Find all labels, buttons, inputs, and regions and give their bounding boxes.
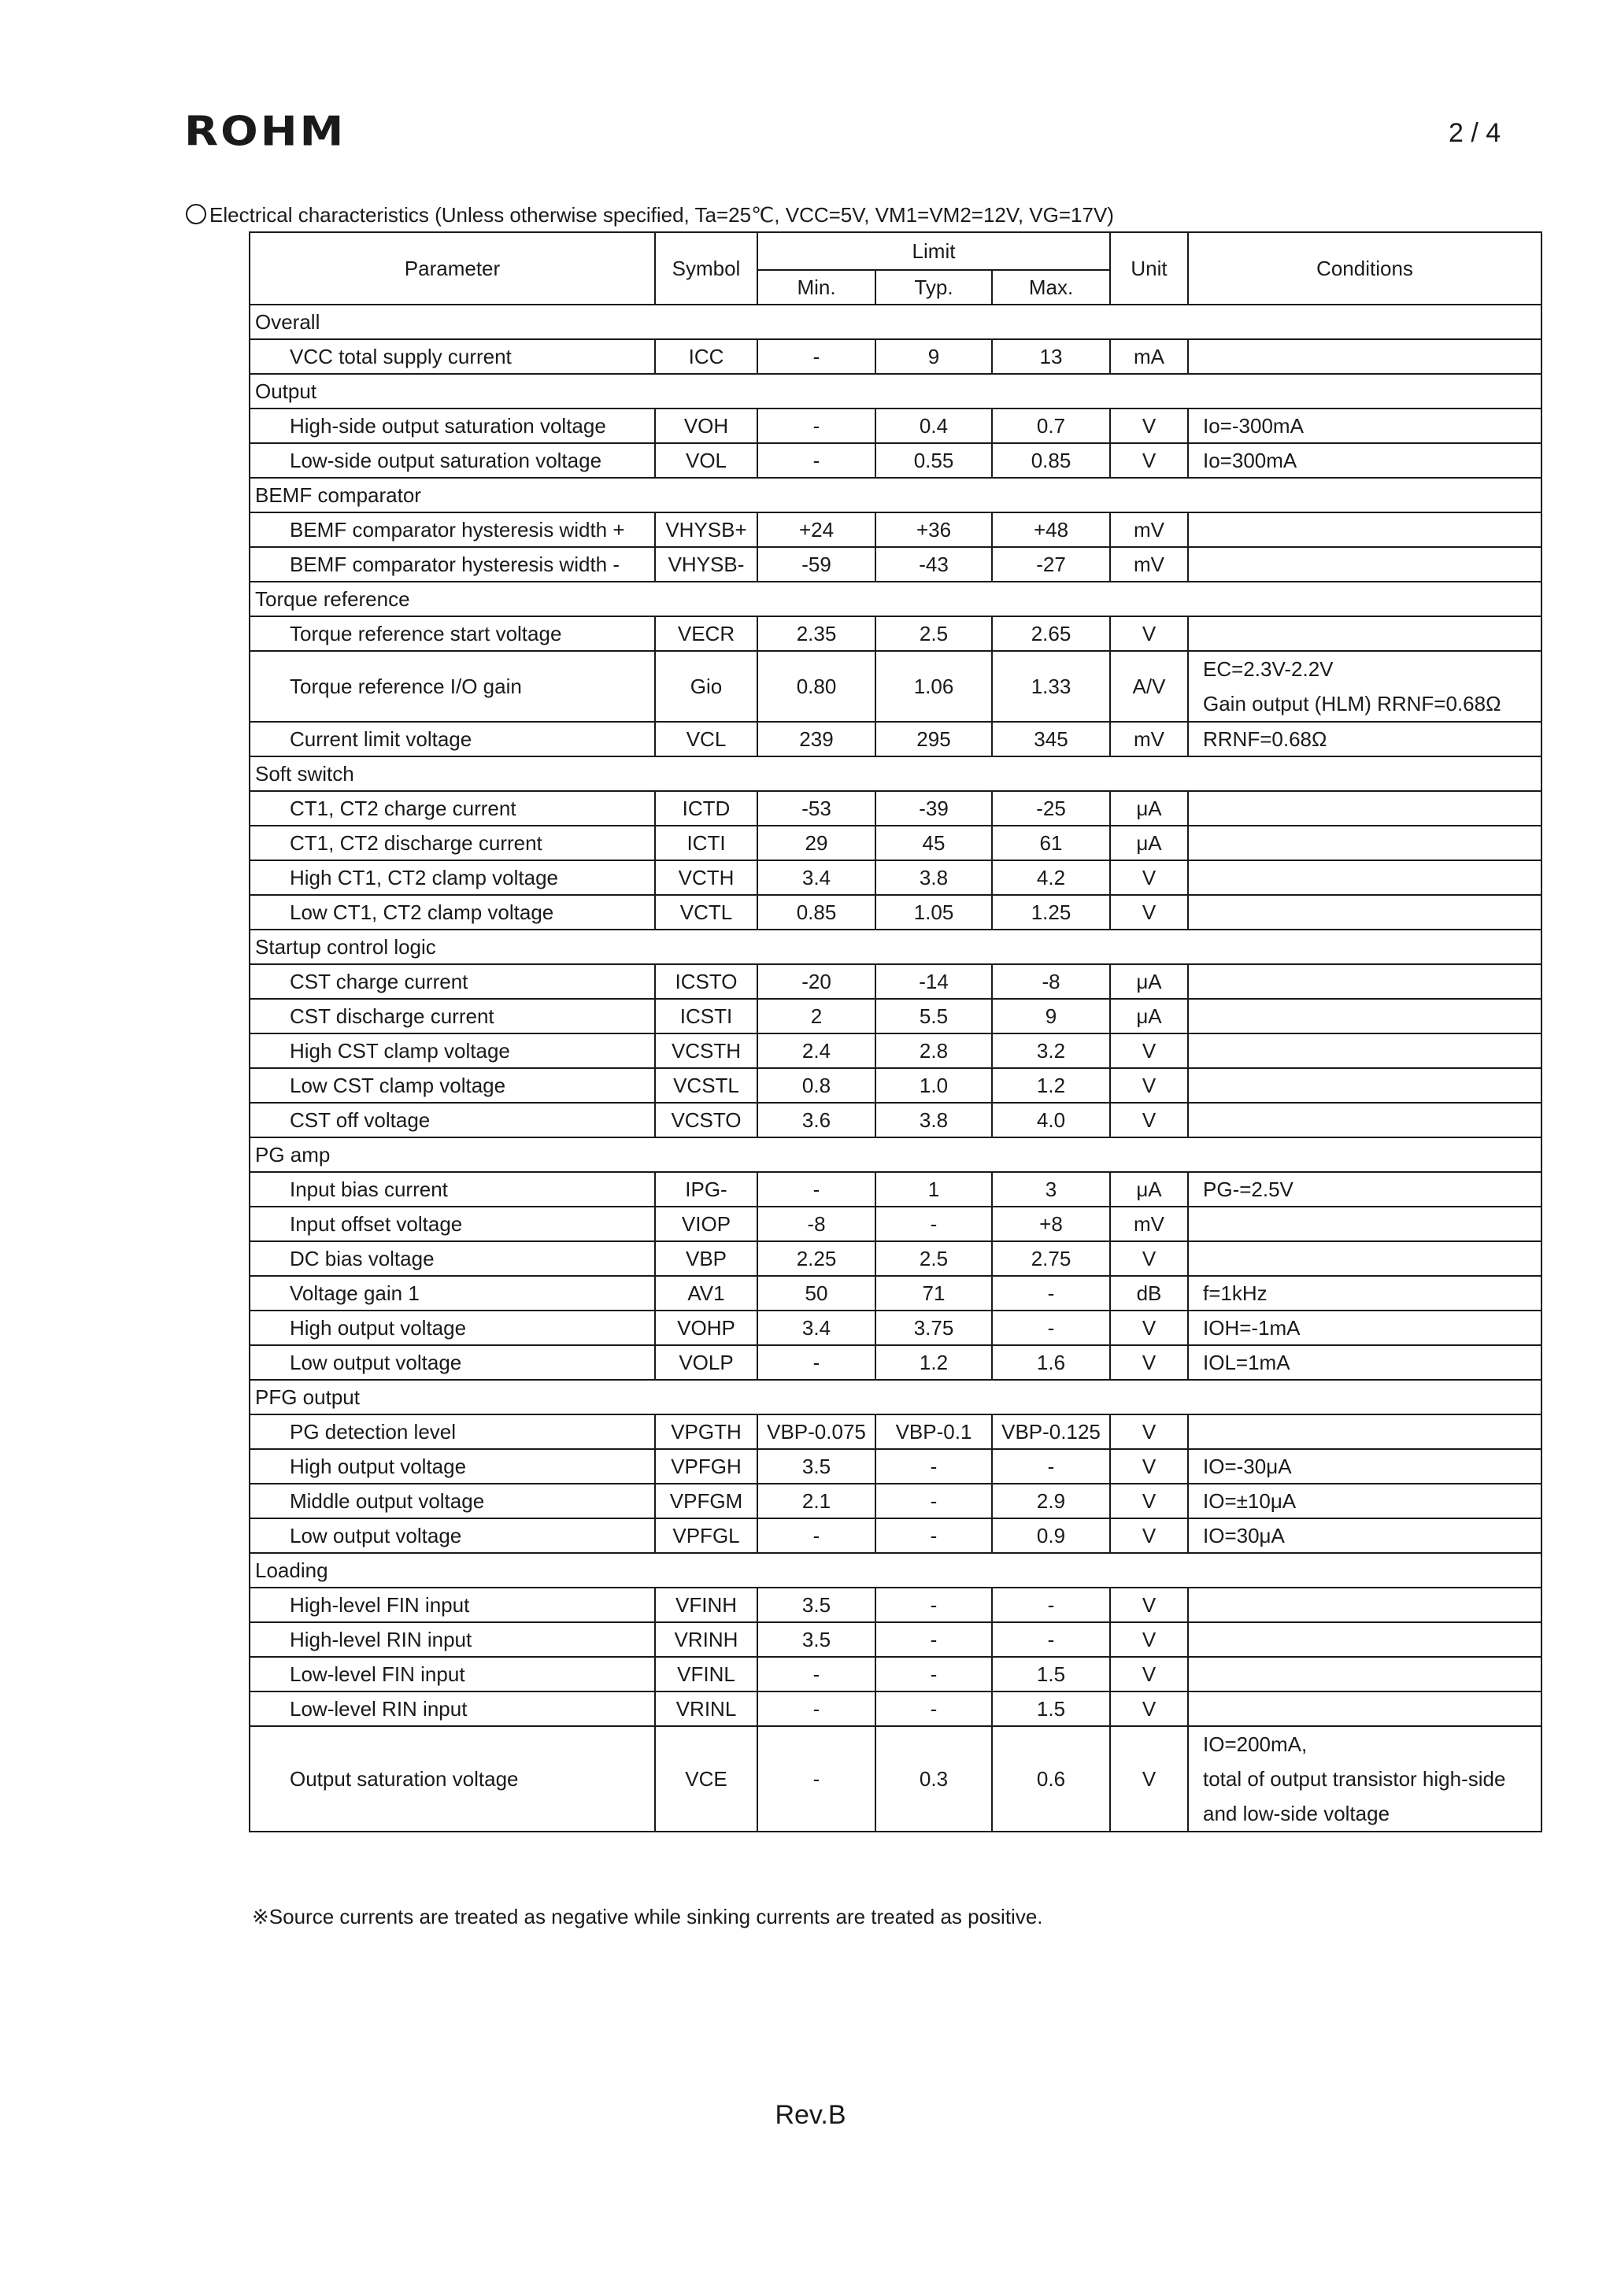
section-row: [250, 1380, 1541, 1414]
table-row: [250, 1311, 1541, 1345]
max-cell: +48: [992, 512, 1110, 547]
conditions-cell: IO=-30μA: [1188, 1449, 1541, 1484]
unit-cell: V: [1110, 1345, 1188, 1380]
min-cell: 3.4: [757, 860, 875, 895]
table-row: [250, 722, 1541, 756]
conditions-cell: [1188, 895, 1541, 930]
param-cell: Current limit voltage: [250, 722, 655, 756]
typ-cell: 3.75: [875, 1311, 992, 1345]
symbol-cell: VFINL: [655, 1657, 757, 1691]
param-cell: High output voltage: [250, 1311, 655, 1345]
table-row: [250, 409, 1541, 443]
unit-cell: V: [1110, 1588, 1188, 1622]
table-row: [250, 1449, 1541, 1484]
typ-cell: -: [875, 1207, 992, 1241]
param-cell: Input bias current: [250, 1172, 655, 1207]
symbol-cell: VPFGH: [655, 1449, 757, 1484]
param-cell: BEMF comparator hysteresis width +: [250, 512, 655, 547]
symbol-cell: VCE: [655, 1726, 757, 1832]
param-cell: Middle output voltage: [250, 1484, 655, 1518]
unit-cell: V: [1110, 1241, 1188, 1276]
max-cell: 13: [992, 339, 1110, 374]
conditions-cell: [1188, 339, 1541, 374]
param-cell: Input offset voltage: [250, 1207, 655, 1241]
condition-line: and low-side voltage: [1203, 1802, 1390, 1825]
param-cell: High CT1, CT2 clamp voltage: [250, 860, 655, 895]
param-cell: Voltage gain 1: [250, 1276, 655, 1311]
conditions-cell: [1188, 826, 1541, 860]
min-cell: -53: [757, 791, 875, 826]
unit-cell: V: [1110, 409, 1188, 443]
symbol-cell: VCL: [655, 722, 757, 756]
col-header-typ: Typ.: [875, 270, 992, 305]
conditions-cell: [1188, 1657, 1541, 1691]
max-cell: 61: [992, 826, 1110, 860]
param-cell: High-side output saturation voltage: [250, 409, 655, 443]
typ-cell: 295: [875, 722, 992, 756]
table-row: [250, 1068, 1541, 1103]
col-header-limit: Limit: [757, 232, 1110, 270]
col-header-min: Min.: [757, 270, 875, 305]
symbol-cell: VBP: [655, 1241, 757, 1276]
typ-cell: 45: [875, 826, 992, 860]
section-row: [250, 1553, 1541, 1588]
unit-cell: V: [1110, 1726, 1188, 1832]
symbol-cell: ICTD: [655, 791, 757, 826]
condition-line: Gain output (HLM) RRNF=0.68Ω: [1203, 692, 1501, 715]
symbol-cell: ICSTO: [655, 964, 757, 999]
table-row: [250, 1691, 1541, 1726]
col-header-unit: Unit: [1110, 232, 1188, 305]
max-cell: 1.6: [992, 1345, 1110, 1380]
conditions-cell: IOH=-1mA: [1188, 1311, 1541, 1345]
symbol-cell: ICC: [655, 339, 757, 374]
symbol-cell: VCTL: [655, 895, 757, 930]
param-cell: Low-side output saturation voltage: [250, 443, 655, 478]
symbol-cell: VRINH: [655, 1622, 757, 1657]
symbol-cell: VIOP: [655, 1207, 757, 1241]
unit-cell: V: [1110, 1103, 1188, 1137]
min-cell: -: [757, 409, 875, 443]
symbol-cell: VOHP: [655, 1311, 757, 1345]
symbol-cell: VPFGM: [655, 1484, 757, 1518]
typ-cell: VBP-0.1: [875, 1414, 992, 1449]
min-cell: -: [757, 1172, 875, 1207]
unit-cell: V: [1110, 1414, 1188, 1449]
max-cell: 0.9: [992, 1518, 1110, 1553]
min-cell: -: [757, 443, 875, 478]
section-title: Output: [250, 374, 1541, 409]
table-row: [250, 1241, 1541, 1276]
unit-cell: V: [1110, 1311, 1188, 1345]
max-cell: 9: [992, 999, 1110, 1033]
max-cell: -: [992, 1588, 1110, 1622]
table-row: [250, 791, 1541, 826]
typ-cell: 3.8: [875, 860, 992, 895]
min-cell: -: [757, 1345, 875, 1380]
min-cell: 2.4: [757, 1033, 875, 1068]
unit-cell: V: [1110, 1033, 1188, 1068]
conditions-cell: [1188, 860, 1541, 895]
typ-cell: 1.2: [875, 1345, 992, 1380]
heading-text: Electrical characteristics (Unless otherwise specified, Ta=25℃, VCC=5V, VM1=VM2=12V, VG=17V): [209, 203, 1114, 227]
table-row: [250, 616, 1541, 651]
conditions-cell: [1188, 1622, 1541, 1657]
param-cell: PG detection level: [250, 1414, 655, 1449]
unit-cell: mV: [1110, 512, 1188, 547]
unit-cell: V: [1110, 860, 1188, 895]
max-cell: -: [992, 1449, 1110, 1484]
unit-cell: V: [1110, 1657, 1188, 1691]
typ-cell: 1.0: [875, 1068, 992, 1103]
conditions-cell: [1188, 1103, 1541, 1137]
typ-cell: 1.06: [875, 651, 992, 722]
max-cell: 3: [992, 1172, 1110, 1207]
symbol-cell: VCSTH: [655, 1033, 757, 1068]
param-cell: High-level RIN input: [250, 1622, 655, 1657]
table-row: [250, 1484, 1541, 1518]
typ-cell: -: [875, 1518, 992, 1553]
conditions-cell: [1188, 1691, 1541, 1726]
conditions-cell: [1188, 1207, 1541, 1241]
symbol-cell: VHYSB-: [655, 547, 757, 582]
max-cell: 1.5: [992, 1657, 1110, 1691]
table-row: [250, 1622, 1541, 1657]
max-cell: 2.65: [992, 616, 1110, 651]
max-cell: 4.0: [992, 1103, 1110, 1137]
conditions-cell: [1188, 547, 1541, 582]
conditions-cell: IO=30μA: [1188, 1518, 1541, 1553]
section-title: PFG output: [250, 1380, 1541, 1414]
symbol-cell: VPGTH: [655, 1414, 757, 1449]
conditions-cell: IOL=1mA: [1188, 1345, 1541, 1380]
min-cell: -: [757, 1726, 875, 1832]
typ-cell: 71: [875, 1276, 992, 1311]
col-header-parameter: Parameter: [250, 232, 655, 305]
section-title: BEMF comparator: [250, 478, 1541, 512]
conditions-cell: [1188, 1068, 1541, 1103]
param-cell: DC bias voltage: [250, 1241, 655, 1276]
footnote: ※Source currents are treated as negative while sinking currents are treated as positive.: [252, 1905, 1043, 1928]
min-cell: 50: [757, 1276, 875, 1311]
min-cell: 2.25: [757, 1241, 875, 1276]
min-cell: 0.80: [757, 651, 875, 722]
unit-cell: μA: [1110, 826, 1188, 860]
min-cell: 3.6: [757, 1103, 875, 1137]
symbol-cell: VCTH: [655, 860, 757, 895]
conditions-cell: RRNF=0.68Ω: [1188, 722, 1541, 756]
typ-cell: 0.4: [875, 409, 992, 443]
table-row: [250, 1103, 1541, 1137]
table-row: [250, 1345, 1541, 1380]
section-row: [250, 374, 1541, 409]
max-cell: 345: [992, 722, 1110, 756]
param-cell: Torque reference I/O gain: [250, 651, 655, 722]
unit-cell: mA: [1110, 339, 1188, 374]
section-title: Torque reference: [250, 582, 1541, 616]
table-row: [250, 1276, 1541, 1311]
table-row: [250, 651, 1541, 722]
table-row: [250, 1657, 1541, 1691]
condition-line: IO=200mA,: [1203, 1732, 1308, 1756]
conditions-cell: [1188, 1726, 1541, 1832]
page-number: 2 / 4: [1449, 118, 1501, 148]
table-row: [250, 999, 1541, 1033]
max-cell: -: [992, 1276, 1110, 1311]
conditions-cell: [1188, 1033, 1541, 1068]
symbol-cell: ICSTI: [655, 999, 757, 1033]
typ-cell: 9: [875, 339, 992, 374]
table-row: [250, 1172, 1541, 1207]
min-cell: -: [757, 1691, 875, 1726]
conditions-cell: Io=300mA: [1188, 443, 1541, 478]
unit-cell: V: [1110, 1484, 1188, 1518]
param-cell: High-level FIN input: [250, 1588, 655, 1622]
table-row: [250, 860, 1541, 895]
max-cell: 2.9: [992, 1484, 1110, 1518]
unit-cell: dB: [1110, 1276, 1188, 1311]
max-cell: 4.2: [992, 860, 1110, 895]
max-cell: 0.6: [992, 1726, 1110, 1832]
max-cell: -: [992, 1311, 1110, 1345]
min-cell: -59: [757, 547, 875, 582]
conditions-cell: f=1kHz: [1188, 1276, 1541, 1311]
typ-cell: -: [875, 1691, 992, 1726]
condition-line: total of output transistor high-side: [1203, 1767, 1506, 1791]
symbol-cell: VOLP: [655, 1345, 757, 1380]
min-cell: -: [757, 1657, 875, 1691]
typ-cell: 2.5: [875, 1241, 992, 1276]
unit-cell: μA: [1110, 1172, 1188, 1207]
symbol-cell: IPG-: [655, 1172, 757, 1207]
unit-cell: V: [1110, 1691, 1188, 1726]
param-cell: CST charge current: [250, 964, 655, 999]
param-cell: Low-level RIN input: [250, 1691, 655, 1726]
table-row: [250, 826, 1541, 860]
conditions-cell: [1188, 1241, 1541, 1276]
section-title: PG amp: [250, 1137, 1541, 1172]
typ-cell: -: [875, 1449, 992, 1484]
typ-cell: -14: [875, 964, 992, 999]
min-cell: 29: [757, 826, 875, 860]
param-cell: High output voltage: [250, 1449, 655, 1484]
max-cell: -27: [992, 547, 1110, 582]
unit-cell: V: [1110, 1518, 1188, 1553]
section-title: Loading: [250, 1553, 1541, 1588]
min-cell: 2.1: [757, 1484, 875, 1518]
max-cell: -: [992, 1622, 1110, 1657]
table-row: [250, 512, 1541, 547]
symbol-cell: VECR: [655, 616, 757, 651]
param-cell: Low output voltage: [250, 1518, 655, 1553]
symbol-cell: VHYSB+: [655, 512, 757, 547]
conditions-cell: [1188, 964, 1541, 999]
conditions-cell: [1188, 1414, 1541, 1449]
section-title: Startup control logic: [250, 930, 1541, 964]
param-cell: BEMF comparator hysteresis width -: [250, 547, 655, 582]
param-cell: Low-level FIN input: [250, 1657, 655, 1691]
circle-bullet-icon: [186, 204, 206, 224]
param-cell: CST discharge current: [250, 999, 655, 1033]
symbol-cell: VPFGL: [655, 1518, 757, 1553]
symbol-cell: AV1: [655, 1276, 757, 1311]
max-cell: -8: [992, 964, 1110, 999]
col-header-symbol: Symbol: [655, 232, 757, 305]
min-cell: 3.5: [757, 1588, 875, 1622]
rohm-logo: ROHM: [184, 108, 346, 156]
min-cell: -20: [757, 964, 875, 999]
max-cell: +8: [992, 1207, 1110, 1241]
min-cell: -: [757, 339, 875, 374]
typ-cell: +36: [875, 512, 992, 547]
condition-line: EC=2.3V-2.2V: [1203, 657, 1334, 681]
param-cell: CT1, CT2 discharge current: [250, 826, 655, 860]
symbol-cell: Gio: [655, 651, 757, 722]
min-cell: 2: [757, 999, 875, 1033]
table-row: [250, 547, 1541, 582]
symbol-cell: VFINH: [655, 1588, 757, 1622]
section-row: [250, 305, 1541, 339]
max-cell: 0.85: [992, 443, 1110, 478]
unit-cell: μA: [1110, 964, 1188, 999]
section-row: [250, 756, 1541, 791]
revision-label: Rev.B: [775, 2100, 846, 2130]
unit-cell: V: [1110, 1068, 1188, 1103]
min-cell: 239: [757, 722, 875, 756]
typ-cell: -39: [875, 791, 992, 826]
typ-cell: 0.55: [875, 443, 992, 478]
max-cell: 1.33: [992, 651, 1110, 722]
conditions-cell: IO=±10μA: [1188, 1484, 1541, 1518]
min-cell: 2.35: [757, 616, 875, 651]
min-cell: -: [757, 1518, 875, 1553]
typ-cell: 1: [875, 1172, 992, 1207]
typ-cell: 1.05: [875, 895, 992, 930]
min-cell: 0.85: [757, 895, 875, 930]
typ-cell: -: [875, 1657, 992, 1691]
max-cell: 1.2: [992, 1068, 1110, 1103]
max-cell: -25: [992, 791, 1110, 826]
param-cell: VCC total supply current: [250, 339, 655, 374]
param-cell: Output saturation voltage: [250, 1726, 655, 1832]
max-cell: 2.75: [992, 1241, 1110, 1276]
min-cell: 3.5: [757, 1449, 875, 1484]
conditions-cell: Io=-300mA: [1188, 409, 1541, 443]
symbol-cell: VOH: [655, 409, 757, 443]
symbol-cell: VCSTO: [655, 1103, 757, 1137]
param-cell: High CST clamp voltage: [250, 1033, 655, 1068]
table-row: [250, 964, 1541, 999]
table-row: [250, 1588, 1541, 1622]
min-cell: VBP-0.075: [757, 1414, 875, 1449]
unit-cell: mV: [1110, 547, 1188, 582]
min-cell: 0.8: [757, 1068, 875, 1103]
typ-cell: 0.3: [875, 1726, 992, 1832]
conditions-cell: [1188, 512, 1541, 547]
typ-cell: 2.8: [875, 1033, 992, 1068]
param-cell: Low output voltage: [250, 1345, 655, 1380]
symbol-cell: VRINL: [655, 1691, 757, 1726]
section-row: [250, 1137, 1541, 1172]
symbol-cell: VOL: [655, 443, 757, 478]
param-cell: Low CT1, CT2 clamp voltage: [250, 895, 655, 930]
unit-cell: V: [1110, 1622, 1188, 1657]
min-cell: -8: [757, 1207, 875, 1241]
conditions-cell: [1188, 999, 1541, 1033]
param-cell: CST off voltage: [250, 1103, 655, 1137]
param-cell: Torque reference start voltage: [250, 616, 655, 651]
min-cell: 3.5: [757, 1622, 875, 1657]
table-row: [250, 1414, 1541, 1449]
param-cell: Low CST clamp voltage: [250, 1068, 655, 1103]
max-cell: 1.5: [992, 1691, 1110, 1726]
max-cell: 0.7: [992, 409, 1110, 443]
table-row: [250, 1207, 1541, 1241]
symbol-cell: VCSTL: [655, 1068, 757, 1103]
section-title: Soft switch: [250, 756, 1541, 791]
unit-cell: μA: [1110, 791, 1188, 826]
table-row: [250, 895, 1541, 930]
section-row: [250, 478, 1541, 512]
section-title: Overall: [250, 305, 1541, 339]
table-row: [250, 1518, 1541, 1553]
min-cell: 3.4: [757, 1311, 875, 1345]
param-cell: CT1, CT2 charge current: [250, 791, 655, 826]
symbol-cell: ICTI: [655, 826, 757, 860]
unit-cell: V: [1110, 616, 1188, 651]
unit-cell: μA: [1110, 999, 1188, 1033]
typ-cell: 3.8: [875, 1103, 992, 1137]
max-cell: 3.2: [992, 1033, 1110, 1068]
conditions-cell: [1188, 791, 1541, 826]
table-body: [250, 305, 1541, 1832]
typ-cell: 5.5: [875, 999, 992, 1033]
conditions-cell: [1188, 651, 1541, 722]
unit-cell: V: [1110, 443, 1188, 478]
typ-cell: -43: [875, 547, 992, 582]
electrical-characteristics-table: [249, 231, 1542, 1832]
unit-cell: A/V: [1110, 651, 1188, 722]
table-row: [250, 443, 1541, 478]
unit-cell: V: [1110, 895, 1188, 930]
typ-cell: -: [875, 1484, 992, 1518]
min-cell: +24: [757, 512, 875, 547]
conditions-cell: PG-=2.5V: [1188, 1172, 1541, 1207]
col-header-max: Max.: [992, 270, 1110, 305]
typ-cell: -: [875, 1622, 992, 1657]
section-row: [250, 582, 1541, 616]
typ-cell: -: [875, 1588, 992, 1622]
unit-cell: V: [1110, 1449, 1188, 1484]
typ-cell: 2.5: [875, 616, 992, 651]
table-row: [250, 1033, 1541, 1068]
col-header-conditions: Conditions: [1188, 232, 1541, 305]
max-cell: VBP-0.125: [992, 1414, 1110, 1449]
conditions-cell: [1188, 616, 1541, 651]
max-cell: 1.25: [992, 895, 1110, 930]
section-row: [250, 930, 1541, 964]
conditions-cell: [1188, 1588, 1541, 1622]
unit-cell: mV: [1110, 1207, 1188, 1241]
unit-cell: mV: [1110, 722, 1188, 756]
table-row: [250, 339, 1541, 374]
section-heading: [186, 203, 1114, 227]
table-row: [250, 1726, 1541, 1832]
